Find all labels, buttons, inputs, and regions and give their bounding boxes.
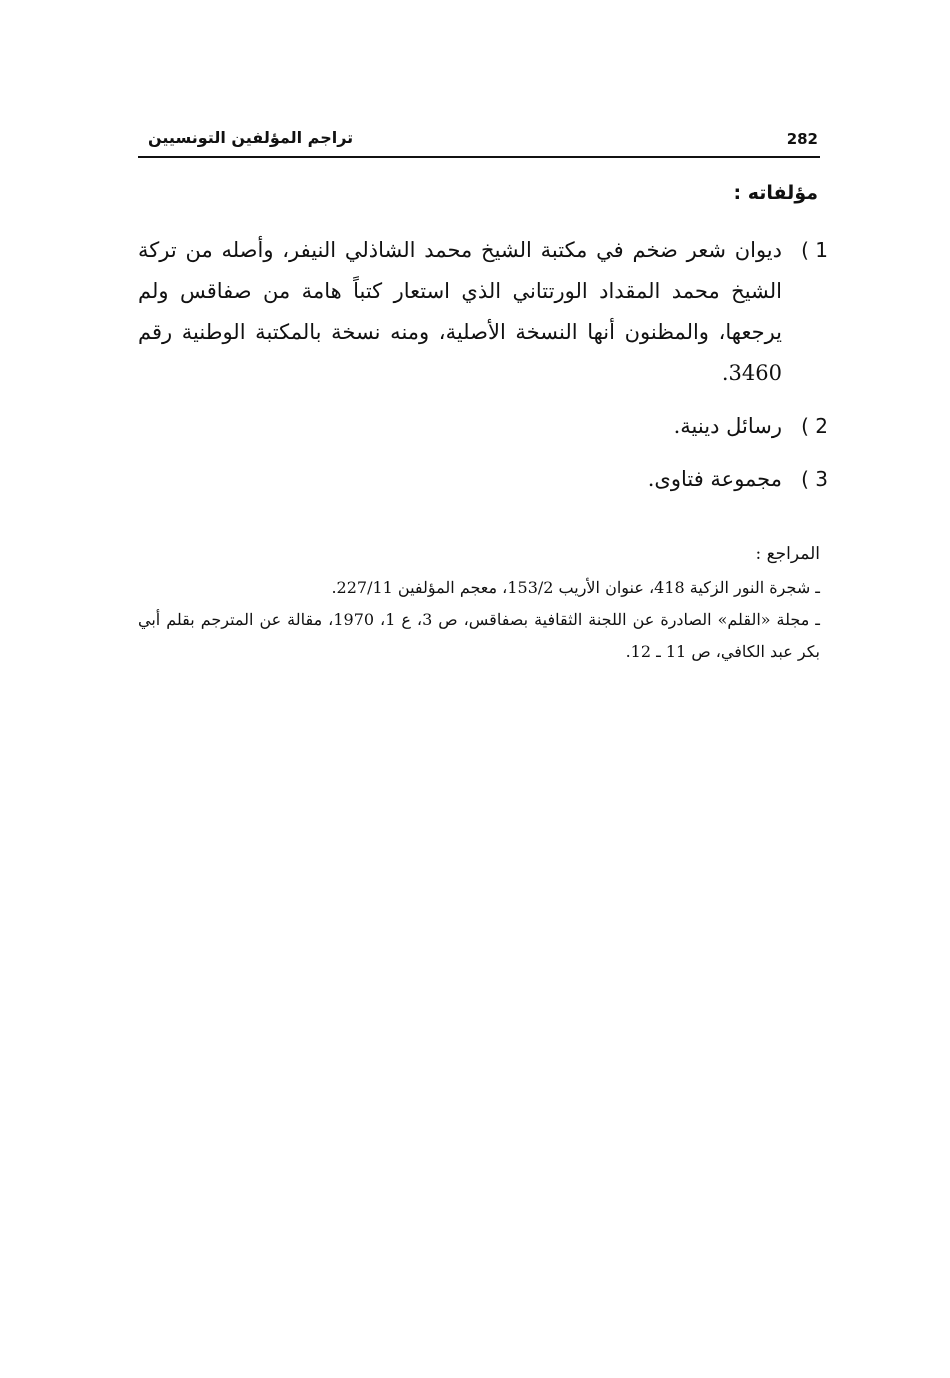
reference-item: ـ مجلة «القلم» الصادرة عن اللجنة الثقافية بصفاقس، ص 3، ع 1، 1970، مقالة عن المترجم بقلم أبي بكر عبد الكافي، ص 11 ـ 12. <box>138 610 820 661</box>
references-heading: المراجع : <box>755 544 820 564</box>
work-item <box>138 406 828 447</box>
work-text: مجموعة فتاوى. <box>647 467 782 491</box>
work-number: 3 ) <box>801 467 828 491</box>
work-text: ديوان شعر ضخم في مكتبة الشيخ محمد الشاذلي النيفر، وأصله من تركة الشيخ محمد المقداد الورتتاني الذي استعار كتباً هامة من صفاقس ولم يرجعها، والمظنون أنها النسخة الأصلية، ومنه نسخة بالمكتبة الوطنية رقم 3460. <box>138 238 783 385</box>
work-number: 1 ) <box>801 238 828 262</box>
reference-item: ـ شجرة النور الزكية 418، عنوان الأريب 153/2، معجم المؤلفين 227/11. <box>331 578 820 597</box>
page-header <box>138 126 820 158</box>
section-heading: مؤلفاته : <box>733 182 818 204</box>
page-number: 282 <box>786 130 818 148</box>
work-text: رسائل دينية. <box>673 414 782 438</box>
running-title: تراجم المؤلفين التونسيين <box>148 128 354 147</box>
references-section <box>138 538 820 668</box>
work-item <box>138 230 828 394</box>
works-list <box>138 230 828 512</box>
work-item <box>138 459 828 500</box>
work-number: 2 ) <box>801 414 828 438</box>
